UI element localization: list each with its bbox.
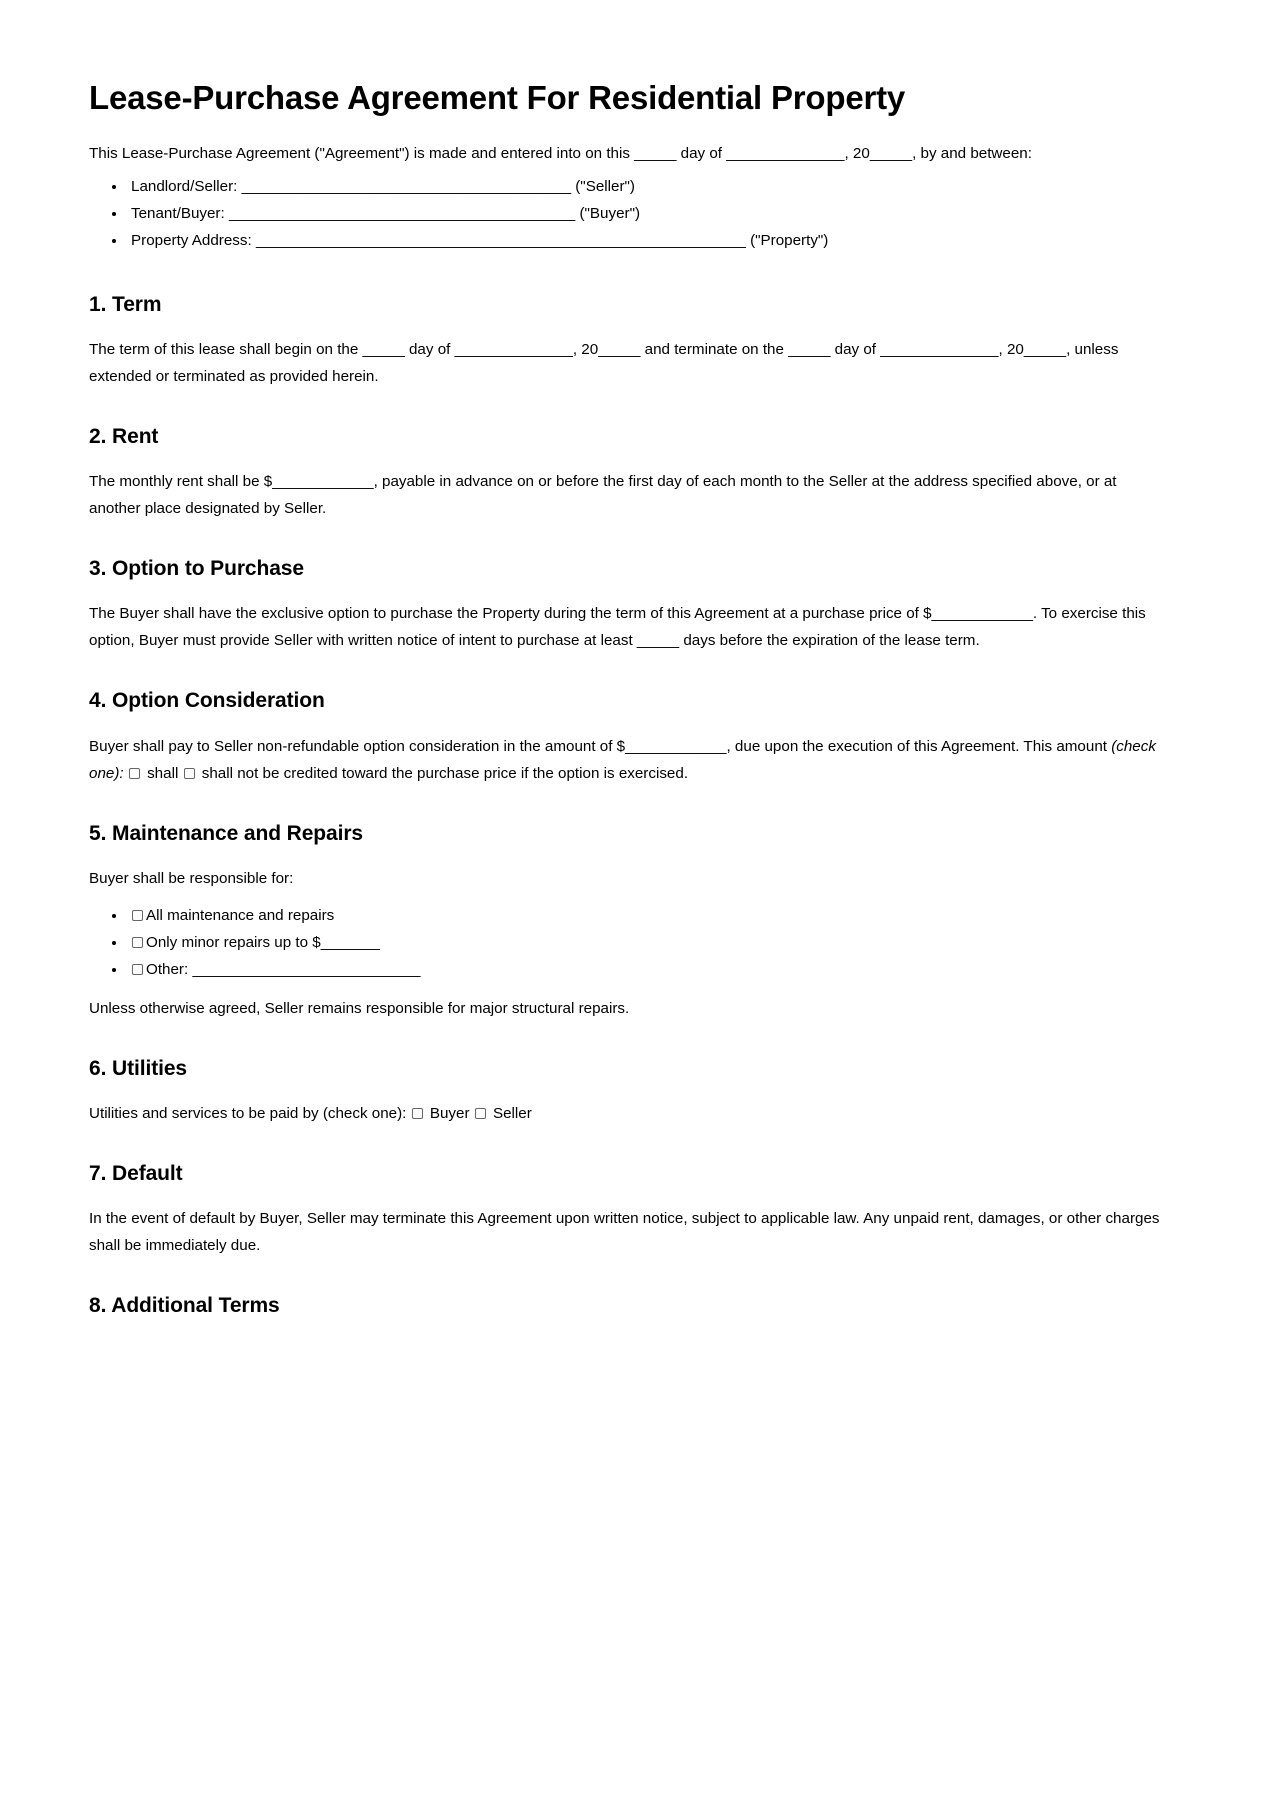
consideration-text-b: , due upon the execution of this Agreement. This amount <box>726 737 1112 755</box>
section-body-option-consideration <box>89 733 1163 787</box>
checkbox-utilities-buyer[interactable] <box>412 1108 423 1119</box>
section-heading-additional-terms: 8. Additional Terms <box>89 1294 280 1318</box>
party-blank-property[interactable]: __________________________________________________________ <box>255 231 746 249</box>
term-text-a: The term of this lease shall begin on the <box>89 340 363 358</box>
checkbox-minor-repairs[interactable] <box>132 937 143 948</box>
intro-paragraph <box>89 140 1163 167</box>
intro-text-part2: day of <box>676 144 727 162</box>
intro-blank-year: _____ <box>869 144 913 162</box>
term-text-g: , unless extended or terminated as provided herein. <box>89 340 1119 385</box>
maintenance-option-label-0: All maintenance and repairs <box>146 906 335 924</box>
party-suffix-buyer: ("Buyer") <box>575 204 641 222</box>
party-label-seller: Landlord/Seller: <box>131 177 242 195</box>
consideration-text-c <box>124 765 128 782</box>
option-text-c: days before the expiration of the lease term. <box>679 632 980 650</box>
utilities-checkbox2-label: Seller <box>488 1105 532 1123</box>
intro-text-part4: , by and between: <box>912 144 1032 162</box>
intro-blank-month: ______________ <box>726 144 845 162</box>
term-blank-end-day[interactable]: _____ <box>788 340 831 358</box>
term-blank-end-month[interactable]: ______________ <box>880 340 999 358</box>
utilities-lead-text: Utilities and services to be paid by (check one): <box>89 1105 411 1123</box>
party-suffix-seller: ("Seller") <box>571 177 635 195</box>
term-blank-begin-day[interactable]: _____ <box>362 340 405 358</box>
maintenance-option-label-2: Other: <box>146 960 193 978</box>
rent-text-b: , payable in advance on or before the first day of each month to the Seller at the address specified above, or at another place designated by Seller. <box>89 473 1117 518</box>
section-body-utilities <box>89 1100 1163 1127</box>
maintenance-options-list <box>89 902 1163 983</box>
maintenance-tail-text: Unless otherwise agreed, Seller remains responsible for major structural repairs. <box>89 999 630 1017</box>
section-heading-term: 1. Term <box>89 292 162 316</box>
term-blank-begin-year[interactable]: _____ <box>598 340 641 358</box>
consideration-checkbox2-label: shall not be credited toward the purchase price if the option is exercised. <box>197 764 689 782</box>
consideration-text-a: Buyer shall pay to Seller non-refundable option consideration in the amount of $ <box>89 737 626 755</box>
intro-text-part3: , 20 <box>844 144 870 162</box>
option-blank-purchase-price[interactable]: ____________ <box>931 605 1033 623</box>
maintenance-option-blank-2[interactable]: ___________________________ <box>192 960 421 978</box>
section-body-default: In the event of default by Buyer, Seller may terminate this Agreement upon written notice, subject to applicable law. Any unpaid rent, damages, or other charges shall be immediately due. <box>89 1210 1160 1255</box>
checkbox-shall-credited[interactable] <box>129 768 140 779</box>
section-heading-maintenance-and-repairs: 5. Maintenance and Repairs <box>89 821 363 845</box>
party-label-property: Property Address: <box>131 231 256 249</box>
list-item-minor-repairs <box>127 929 1163 956</box>
list-item-other-repairs <box>127 956 1163 983</box>
party-label-buyer: Tenant/Buyer: <box>131 204 229 222</box>
consideration-check-one-note: (check one): <box>89 737 1156 782</box>
list-item-tenant-buyer <box>127 200 1163 227</box>
section-heading-option-to-purchase: 3. Option to Purchase <box>89 557 304 581</box>
section-body-term <box>89 336 1163 390</box>
term-text-f: , 20 <box>998 340 1024 358</box>
intro-text-part1: This Lease-Purchase Agreement ("Agreement") is made and entered into on this <box>89 144 635 162</box>
term-text-e: day of <box>830 340 881 358</box>
term-text-b: day of <box>404 340 455 358</box>
checkbox-utilities-seller[interactable] <box>475 1108 486 1119</box>
party-suffix-property: ("Property") <box>745 231 829 249</box>
checkbox-all-maintenance[interactable] <box>132 910 143 921</box>
section-body-rent <box>89 468 1163 522</box>
consideration-checkbox1-label: shall <box>142 764 183 782</box>
list-item-all-maintenance <box>127 902 1163 929</box>
option-blank-notice-days[interactable]: _____ <box>636 632 680 650</box>
section-heading-default: 7. Default <box>89 1162 183 1186</box>
rent-text-a: The monthly rent shall be $ <box>89 473 273 491</box>
party-blank-seller[interactable]: _______________________________________ <box>241 177 572 195</box>
party-blank-buyer[interactable]: _________________________________________ <box>228 204 576 222</box>
maintenance-option-label-1: Only minor repairs up to $ <box>146 933 321 951</box>
list-item-property-address <box>127 227 1163 254</box>
utilities-checkbox1-label: Buyer <box>425 1105 474 1123</box>
section-heading-utilities: 6. Utilities <box>89 1056 187 1080</box>
section-heading-option-consideration: 4. Option Consideration <box>89 689 325 713</box>
term-blank-end-year[interactable]: _____ <box>1023 340 1067 358</box>
section-body-option-to-purchase <box>89 600 1163 654</box>
page-title: Lease-Purchase Agreement For Residential Property <box>89 79 906 116</box>
term-text-d: and terminate on the <box>640 340 789 358</box>
term-blank-begin-month[interactable]: ______________ <box>454 340 573 358</box>
section-heading-rent: 2. Rent <box>89 424 159 448</box>
term-text-c: , 20 <box>572 340 599 358</box>
consideration-blank-amount[interactable]: ____________ <box>625 737 727 755</box>
option-text-a: The Buyer shall have the exclusive option to purchase the Property during the term of this Agreement at a purchase price of $ <box>89 605 932 623</box>
intro-blank-day: _____ <box>634 144 677 162</box>
checkbox-other-repairs[interactable] <box>132 964 143 975</box>
list-item-landlord-seller <box>127 173 1163 200</box>
checkbox-shall-not-credited[interactable] <box>184 768 195 779</box>
party-list <box>89 173 1163 254</box>
maintenance-lead-text: Buyer shall be responsible for: <box>89 869 294 887</box>
option-text-b: . To exercise this option, Buyer must provide Seller with written notice of intent to purchase at least <box>89 605 1146 650</box>
maintenance-option-blank-1[interactable]: _______ <box>320 933 380 951</box>
rent-blank-amount[interactable]: ____________ <box>272 473 374 491</box>
